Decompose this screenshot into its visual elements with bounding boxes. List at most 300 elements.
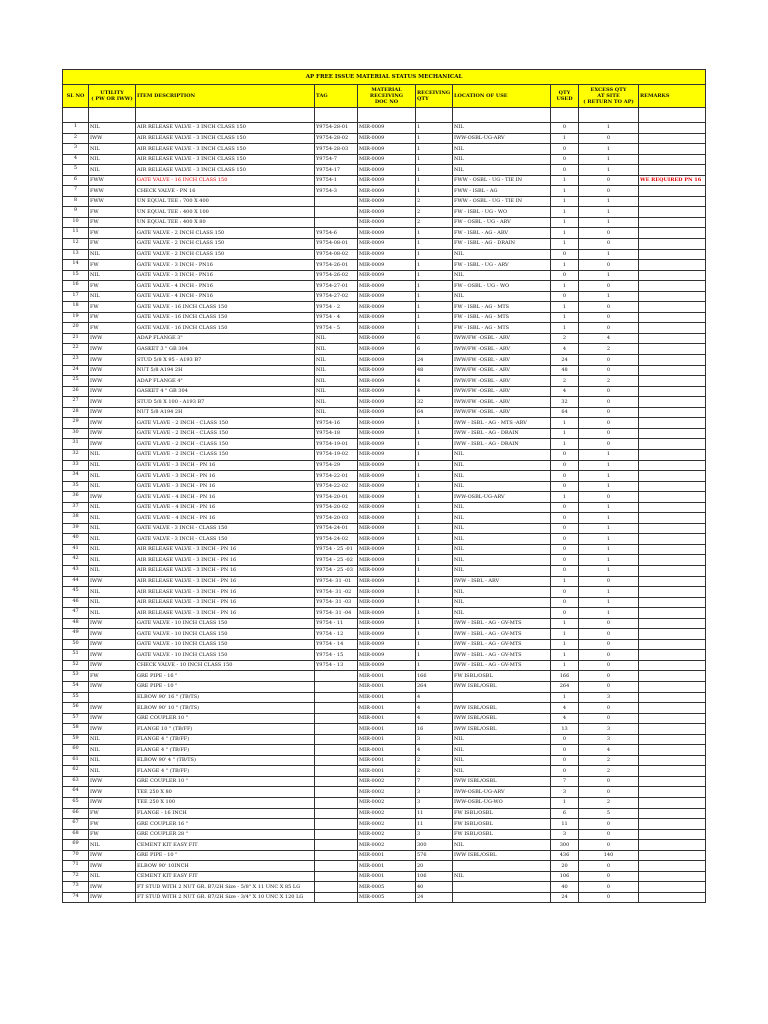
- table-row: [63, 681, 706, 692]
- cell-location-of-use: FW ISBL/OSBL: [453, 671, 551, 682]
- cell-doc-no: MIR-0009: [358, 249, 416, 260]
- cell-utility: FW: [89, 217, 136, 228]
- header-material-receiving-doc: [358, 85, 416, 108]
- cell-utility: IWW: [89, 133, 136, 144]
- cell-receiving-qty: 1: [416, 175, 453, 186]
- cell-excess-qty: 0: [579, 871, 639, 882]
- cell-qty-used: 0: [551, 755, 579, 766]
- table-row: [63, 502, 706, 513]
- cell-utility: NIL: [89, 481, 136, 492]
- cell-utility: FW: [89, 671, 136, 682]
- cell-remarks: [639, 766, 706, 777]
- cell-excess-qty: 1: [579, 207, 639, 218]
- cell-receiving-qty: 4: [416, 692, 453, 703]
- cell-item-description: GATE VLAVE - 4 INCH - PN 16: [136, 492, 315, 503]
- cell-sl-no: 5: [63, 165, 89, 176]
- cell-qty-used: 436: [551, 850, 579, 861]
- cell-doc-no: MIR-0009: [358, 460, 416, 471]
- cell-excess-qty: 0: [579, 228, 639, 239]
- cell-qty-used: 0: [551, 745, 579, 756]
- cell-doc-no: MIR-0009: [358, 397, 416, 408]
- cell-utility: IWW: [89, 892, 136, 903]
- cell-item-description: AIR RELEASE VALVE - 3 INCH CLASS 150: [136, 123, 315, 134]
- cell-receiving-qty: 2: [416, 196, 453, 207]
- cell-excess-qty: 0: [579, 892, 639, 903]
- cell-receiving-qty: 3: [416, 829, 453, 840]
- cell-qty-used: 1: [551, 639, 579, 650]
- cell-qty-used: 0: [551, 513, 579, 524]
- cell-qty-used: 1: [551, 207, 579, 218]
- cell-tag: [315, 703, 358, 714]
- cell-receiving-qty: 1: [416, 608, 453, 619]
- cell-remarks: [639, 755, 706, 766]
- cell-qty-used: 0: [551, 734, 579, 745]
- cell-qty-used: 0: [551, 270, 579, 281]
- cell-doc-no: MIR-0009: [358, 481, 416, 492]
- cell-remarks: [639, 850, 706, 861]
- header-remarks: REMARKS: [639, 85, 706, 108]
- cell-utility: NIL: [89, 291, 136, 302]
- cell-utility: NIL: [89, 544, 136, 555]
- cell-qty-used: 7: [551, 776, 579, 787]
- cell-tag: Y9754-26-01: [315, 260, 358, 271]
- cell-sl-no: 58: [63, 724, 89, 735]
- header-qty-used-line1: QTY: [558, 90, 571, 96]
- cell-excess-qty: 0: [579, 840, 639, 851]
- cell-tag: Y9754-20-01: [315, 492, 358, 503]
- cell-sl-no: 9: [63, 207, 89, 218]
- cell-item-description: GATE VALVE - 16 INCH CLASS 150: [136, 302, 315, 313]
- cell-item-description: CHECK VALVE - 10 INCH CLASS 150: [136, 660, 315, 671]
- cell-item-description: CEMENT KIT EASY FIT: [136, 871, 315, 882]
- cell-utility: NIL: [89, 471, 136, 482]
- cell-excess-qty: 0: [579, 428, 639, 439]
- cell-qty-used: 1: [551, 260, 579, 271]
- table-row: [63, 144, 706, 155]
- cell-qty-used: 1: [551, 175, 579, 186]
- cell-remarks: [639, 291, 706, 302]
- cell-tag: NIL: [315, 365, 358, 376]
- cell-qty-used: 166: [551, 671, 579, 682]
- cell-qty-used: 0: [551, 766, 579, 777]
- cell-utility: IWW: [89, 376, 136, 387]
- cell-sl-no: 10: [63, 217, 89, 228]
- cell-tag: [315, 692, 358, 703]
- cell-location-of-use: NIL: [453, 587, 551, 598]
- cell-utility: IWW: [89, 713, 136, 724]
- cell-item-description: GATE VLAVE - 2 INCH - CLASS 150: [136, 449, 315, 460]
- cell-doc-no: MIR-0002: [358, 798, 416, 809]
- cell-receiving-qty: 7: [416, 776, 453, 787]
- cell-qty-used: 0: [551, 471, 579, 482]
- header-tag: TAG: [315, 85, 358, 108]
- cell-item-description: GATE VALVE - 3 INCH - PN16: [136, 260, 315, 271]
- cell-receiving-qty: 1: [416, 302, 453, 313]
- cell-qty-used: 1: [551, 418, 579, 429]
- table-row: [63, 471, 706, 482]
- cell-location-of-use: IWW - ISBL - AG - GV-MTS: [453, 650, 551, 661]
- cell-sl-no: 16: [63, 281, 89, 292]
- cell-excess-qty: 0: [579, 260, 639, 271]
- cell-remarks: [639, 724, 706, 735]
- cell-location-of-use: NIL: [453, 544, 551, 555]
- cell-excess-qty: 2: [579, 766, 639, 777]
- cell-location-of-use: FW - ISBL - AG - MTS: [453, 312, 551, 323]
- table-row: [63, 861, 706, 872]
- cell-utility: NIL: [89, 597, 136, 608]
- table-row: [63, 439, 706, 450]
- cell-sl-no: 59: [63, 734, 89, 745]
- cell-sl-no: 74: [63, 892, 89, 903]
- cell-sl-no: 18: [63, 302, 89, 313]
- cell-receiving-qty: 1: [416, 460, 453, 471]
- cell-location-of-use: IWW-OSBL-UG-ARV: [453, 133, 551, 144]
- cell-location-of-use: FW - ISBL - AG - MTS: [453, 302, 551, 313]
- cell-sl-no: 4: [63, 154, 89, 165]
- cell-item-description: GATE VALVE - 16 INCH CLASS 150: [136, 175, 315, 186]
- cell-utility: IWW: [89, 397, 136, 408]
- cell-utility: FW: [89, 302, 136, 313]
- table-body: [63, 123, 706, 903]
- cell-utility: IWW: [89, 882, 136, 893]
- cell-doc-no: MIR-0009: [358, 597, 416, 608]
- cell-qty-used: 0: [551, 502, 579, 513]
- cell-remarks: [639, 734, 706, 745]
- cell-receiving-qty: 1: [416, 555, 453, 566]
- cell-remarks: [639, 713, 706, 724]
- cell-qty-used: 1: [551, 302, 579, 313]
- cell-remarks: [639, 787, 706, 798]
- cell-qty-used: 0: [551, 481, 579, 492]
- cell-item-description: FLANGE - 16 INCH: [136, 808, 315, 819]
- cell-doc-no: MIR-0001: [358, 713, 416, 724]
- cell-remarks: [639, 449, 706, 460]
- table-row: [63, 724, 706, 735]
- cell-location-of-use: NIL: [453, 555, 551, 566]
- cell-location-of-use: NIL: [453, 460, 551, 471]
- cell-tag: [315, 734, 358, 745]
- cell-receiving-qty: 1: [416, 565, 453, 576]
- cell-excess-qty: 1: [579, 165, 639, 176]
- table-row: [63, 776, 706, 787]
- cell-remarks: [639, 333, 706, 344]
- table-row: [63, 460, 706, 471]
- cell-receiving-qty: 1: [416, 144, 453, 155]
- cell-qty-used: 3: [551, 787, 579, 798]
- cell-location-of-use: IWW - ISBL - AG - GV-MTS: [453, 660, 551, 671]
- cell-doc-no: MIR-0009: [358, 144, 416, 155]
- cell-item-description: TEE 250 X 100: [136, 798, 315, 809]
- cell-excess-qty: 1: [579, 544, 639, 555]
- cell-excess-qty: 0: [579, 397, 639, 408]
- cell-item-description: GATE VALVE - 4 INCH - PN16: [136, 281, 315, 292]
- cell-remarks: [639, 460, 706, 471]
- cell-receiving-qty: 1: [416, 186, 453, 197]
- cell-excess-qty: 0: [579, 407, 639, 418]
- cell-receiving-qty: 64: [416, 407, 453, 418]
- cell-utility: IWW: [89, 386, 136, 397]
- cell-tag: Y9754-18: [315, 428, 358, 439]
- cell-remarks: [639, 323, 706, 334]
- cell-location-of-use: NIL: [453, 154, 551, 165]
- cell-receiving-qty: 2: [416, 755, 453, 766]
- cell-tag: Y9754- 31 -01: [315, 576, 358, 587]
- cell-doc-no: MIR-0009: [358, 576, 416, 587]
- cell-excess-qty: 1: [579, 471, 639, 482]
- cell-utility: NIL: [89, 755, 136, 766]
- cell-utility: IWW: [89, 787, 136, 798]
- table-row: [63, 513, 706, 524]
- table-row: [63, 239, 706, 250]
- cell-excess-qty: 0: [579, 175, 639, 186]
- cell-utility: NIL: [89, 249, 136, 260]
- cell-tag: [315, 871, 358, 882]
- cell-doc-no: MIR-0001: [358, 745, 416, 756]
- cell-item-description: GATE VALVE - 10 INCH CLASS 150: [136, 650, 315, 661]
- cell-excess-qty: 1: [579, 217, 639, 228]
- cell-sl-no: 14: [63, 260, 89, 271]
- cell-utility: NIL: [89, 871, 136, 882]
- cell-sl-no: 33: [63, 460, 89, 471]
- cell-receiving-qty: 24: [416, 892, 453, 903]
- cell-receiving-qty: 1: [416, 597, 453, 608]
- cell-sl-no: 47: [63, 608, 89, 619]
- cell-utility: IWW: [89, 861, 136, 872]
- table-row: [63, 576, 706, 587]
- cell-receiving-qty: 16: [416, 724, 453, 735]
- cell-excess-qty: 1: [579, 460, 639, 471]
- cell-item-description: ELBOW 90' 4 " (TB/TS): [136, 755, 315, 766]
- cell-utility: IWW: [89, 333, 136, 344]
- cell-location-of-use: NIL: [453, 871, 551, 882]
- cell-receiving-qty: 264: [416, 681, 453, 692]
- cell-excess-qty: 0: [579, 439, 639, 450]
- table-row: [63, 123, 706, 134]
- cell-utility: IWW: [89, 576, 136, 587]
- cell-tag: Y9754-20-03: [315, 513, 358, 524]
- cell-tag: Y9754-7: [315, 154, 358, 165]
- cell-location-of-use: [453, 692, 551, 703]
- cell-tag: Y9754 - 12: [315, 629, 358, 640]
- cell-sl-no: 13: [63, 249, 89, 260]
- cell-qty-used: 0: [551, 144, 579, 155]
- cell-utility: NIL: [89, 608, 136, 619]
- cell-tag: Y9754-28-01: [315, 123, 358, 134]
- cell-remarks: [639, 587, 706, 598]
- table-row: [63, 196, 706, 207]
- cell-item-description: ELBOW 90' 10 " (TB/TS): [136, 703, 315, 714]
- cell-location-of-use: IWW - ISBL - AG - GV-MTS: [453, 618, 551, 629]
- cell-doc-no: MIR-0009: [358, 365, 416, 376]
- header-qty-used: [551, 85, 579, 108]
- cell-qty-used: 1: [551, 312, 579, 323]
- cell-location-of-use: FW - ISBL - AG - MTS: [453, 323, 551, 334]
- cell-receiving-qty: 4: [416, 703, 453, 714]
- cell-excess-qty: 0: [579, 418, 639, 429]
- table-row: [63, 407, 706, 418]
- cell-sl-no: 72: [63, 871, 89, 882]
- cell-sl-no: 56: [63, 703, 89, 714]
- cell-excess-qty: 0: [579, 492, 639, 503]
- cell-sl-no: 8: [63, 196, 89, 207]
- table-row: [63, 249, 706, 260]
- cell-utility: FW: [89, 312, 136, 323]
- header-excess-line1: EXCESS QTY: [590, 87, 627, 93]
- cell-receiving-qty: 1: [416, 165, 453, 176]
- cell-receiving-qty: 1: [416, 249, 453, 260]
- cell-receiving-qty: 1: [416, 260, 453, 271]
- cell-remarks: [639, 312, 706, 323]
- cell-sl-no: 19: [63, 312, 89, 323]
- cell-qty-used: 0: [551, 165, 579, 176]
- cell-utility: NIL: [89, 502, 136, 513]
- cell-remarks: [639, 249, 706, 260]
- cell-qty-used: 6: [551, 808, 579, 819]
- cell-sl-no: 71: [63, 861, 89, 872]
- table-row: [63, 808, 706, 819]
- cell-excess-qty: 1: [579, 123, 639, 134]
- cell-receiving-qty: 1: [416, 428, 453, 439]
- cell-item-description: FT STUD WITH 2 NUT GR. B7/2H Size - 3/4" X 10 UNC X 120 LG: [136, 892, 315, 903]
- table-row: [63, 734, 706, 745]
- cell-item-description: AIR RELEASE VALVE - 3 INCH - PN 16: [136, 565, 315, 576]
- cell-excess-qty: 0: [579, 281, 639, 292]
- cell-utility: NIL: [89, 165, 136, 176]
- cell-location-of-use: FWW - OSBL - UG - TIE IN: [453, 196, 551, 207]
- cell-location-of-use: NIL: [453, 755, 551, 766]
- cell-item-description: CEMENT KIT EASY FIT: [136, 840, 315, 851]
- cell-remarks: [639, 861, 706, 872]
- cell-qty-used: 1: [551, 133, 579, 144]
- cell-doc-no: MIR-0009: [358, 207, 416, 218]
- cell-remarks: [639, 428, 706, 439]
- cell-excess-qty: 1: [579, 534, 639, 545]
- cell-utility: FW: [89, 228, 136, 239]
- cell-remarks: [639, 523, 706, 534]
- cell-location-of-use: IWW/FW -OSBL - ARV: [453, 344, 551, 355]
- table-row: [63, 840, 706, 851]
- table-row: [63, 165, 706, 176]
- cell-excess-qty: 0: [579, 239, 639, 250]
- cell-remarks: [639, 418, 706, 429]
- cell-location-of-use: NIL: [453, 270, 551, 281]
- cell-receiving-qty: 1: [416, 123, 453, 134]
- cell-doc-no: MIR-0009: [358, 639, 416, 650]
- cell-qty-used: 264: [551, 681, 579, 692]
- cell-doc-no: MIR-0001: [358, 755, 416, 766]
- cell-doc-no: MIR-0009: [358, 660, 416, 671]
- header-qty-used-line2: USED: [556, 96, 573, 102]
- cell-receiving-qty: 1: [416, 587, 453, 598]
- cell-receiving-qty: 1: [416, 239, 453, 250]
- cell-utility: IWW: [89, 439, 136, 450]
- table-row: [63, 260, 706, 271]
- cell-doc-no: MIR-0009: [358, 534, 416, 545]
- cell-location-of-use: NIL: [453, 249, 551, 260]
- table-row: [63, 428, 706, 439]
- cell-qty-used: 1: [551, 798, 579, 809]
- cell-location-of-use: NIL: [453, 734, 551, 745]
- cell-sl-no: 41: [63, 544, 89, 555]
- cell-item-description: GRE COUPLER 28 ": [136, 829, 315, 840]
- cell-location-of-use: FW - ISBL - AG - DRAIN: [453, 239, 551, 250]
- cell-utility: FW: [89, 819, 136, 830]
- cell-tag: Y9754 - 4: [315, 312, 358, 323]
- cell-location-of-use: IWW - ISBL - AG - MTS -ARV: [453, 418, 551, 429]
- cell-doc-no: MIR-0001: [358, 766, 416, 777]
- table-row: [63, 217, 706, 228]
- cell-remarks: [639, 618, 706, 629]
- cell-qty-used: 1: [551, 618, 579, 629]
- header-utility: [89, 85, 136, 108]
- table-row: [63, 608, 706, 619]
- cell-doc-no: MIR-0009: [358, 555, 416, 566]
- cell-receiving-qty: 106: [416, 871, 453, 882]
- cell-receiving-qty: 576: [416, 850, 453, 861]
- cell-sl-no: 60: [63, 745, 89, 756]
- cell-item-description: ADAP FLANGE 3": [136, 333, 315, 344]
- cell-remarks: [639, 481, 706, 492]
- table-row: [63, 745, 706, 756]
- cell-sl-no: 34: [63, 471, 89, 482]
- cell-excess-qty: 0: [579, 681, 639, 692]
- cell-tag: Y9754-20-02: [315, 502, 358, 513]
- cell-receiving-qty: 2: [416, 207, 453, 218]
- cell-excess-qty: 1: [579, 196, 639, 207]
- cell-location-of-use: IWW/FW -OSBL - ARV: [453, 407, 551, 418]
- cell-utility: FW: [89, 239, 136, 250]
- cell-remarks: WE REQUIRED PN 16: [639, 175, 706, 186]
- cell-excess-qty: 3: [579, 692, 639, 703]
- cell-doc-no: MIR-0009: [358, 291, 416, 302]
- cell-sl-no: 70: [63, 850, 89, 861]
- cell-item-description: GRE PIPE - 10 ": [136, 850, 315, 861]
- cell-receiving-qty: 6: [416, 333, 453, 344]
- header-excess-line3: ( RETURN TO AP): [583, 99, 634, 105]
- cell-sl-no: 31: [63, 439, 89, 450]
- cell-utility: NIL: [89, 460, 136, 471]
- cell-qty-used: 0: [551, 587, 579, 598]
- cell-tag: [315, 861, 358, 872]
- cell-doc-no: MIR-0009: [358, 312, 416, 323]
- table-row: [63, 270, 706, 281]
- cell-location-of-use: FW - OSBL - UG - ARV: [453, 217, 551, 228]
- cell-receiving-qty: 32: [416, 397, 453, 408]
- cell-sl-no: 61: [63, 755, 89, 766]
- cell-qty-used: 1: [551, 281, 579, 292]
- cell-receiving-qty: 1: [416, 513, 453, 524]
- cell-remarks: [639, 534, 706, 545]
- cell-sl-no: 1: [63, 123, 89, 134]
- cell-qty-used: 4: [551, 713, 579, 724]
- cell-tag: NIL: [315, 376, 358, 387]
- cell-qty-used: 0: [551, 534, 579, 545]
- cell-utility: IWW: [89, 428, 136, 439]
- cell-excess-qty: 1: [579, 481, 639, 492]
- cell-tag: [315, 671, 358, 682]
- cell-tag: Y9754 - 25 -03: [315, 565, 358, 576]
- table-row: [63, 703, 706, 714]
- cell-qty-used: 1: [551, 439, 579, 450]
- cell-location-of-use: [453, 882, 551, 893]
- cell-doc-no: MIR-0009: [358, 376, 416, 387]
- cell-tag: [315, 882, 358, 893]
- cell-item-description: CHECK VALVE - PN 16: [136, 186, 315, 197]
- cell-location-of-use: FW - ISBL - UG - ARV: [453, 260, 551, 271]
- cell-qty-used: 1: [551, 239, 579, 250]
- cell-excess-qty: 1: [579, 555, 639, 566]
- cell-utility: NIL: [89, 270, 136, 281]
